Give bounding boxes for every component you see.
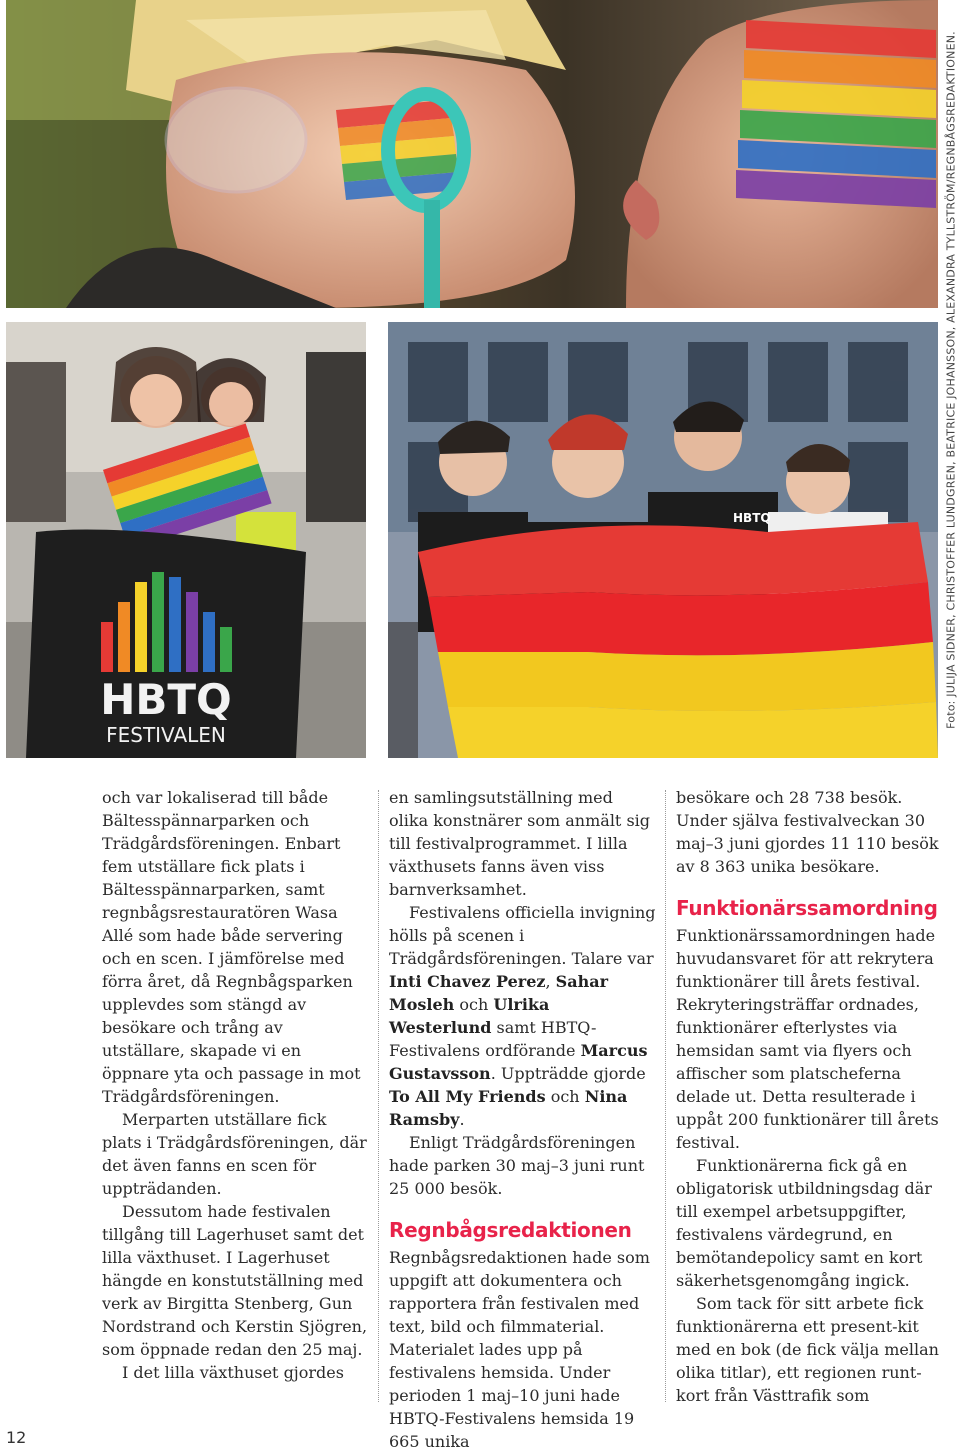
speaker-name: Sahar Mosleh (389, 972, 609, 1014)
page-number: 12 (6, 1428, 27, 1447)
paragraph: Dessutom hade festivalen tillgång till Lagerhuset samt det lilla växthuset. I Lagerhuset hängde en konstutställning med verk av Birgitta Stenberg, Gun Nordstrand och Kerstin Sjögren, som öppnade redan den 25 maj. (102, 1202, 368, 1359)
paragraph: Enligt Trädgårdsföreningen hade parken 30 maj–3 juni runt 25 000 besök. (389, 1133, 645, 1198)
paragraph: Regnbågsredaktionen hade som uppgift att dokumentera och rapportera från festivalen med text, bild och filmmaterial. Materialet lades upp på festivalens hemsida. Under perioden 1 maj–10 juni hade HBTQ-Festivalens hemsida 19 665 unika (389, 1248, 650, 1451)
paragraph: I det lilla växthuset gjordes (122, 1363, 344, 1382)
bag-logo-hbtq: HBTQ (100, 675, 232, 724)
paragraph: Som tack för sitt arbete fick funktionärerna ett present-kit med en bok (de fick välja mellan olika titlar), ett regionen runt-kort från Västtrafik som (676, 1294, 939, 1405)
column-divider (665, 790, 666, 1402)
speaker-name: Marcus Gustavsson (389, 1041, 648, 1083)
paragraph: Merparten utställare fick plats i Trädgårdsföreningen, där det även fanns en scen för uppträdanden. (102, 1110, 367, 1198)
text-column-3 (676, 786, 944, 1411)
text-column-2 (389, 786, 657, 1451)
paragraph: en samlingsutställning med olika konstnärer som anmält sig till festivalprogrammet. I lilla växthusets fanns även viss barnverksamhet. (389, 788, 651, 899)
performer-name: Nina Ramsby (389, 1087, 628, 1129)
shirt-logo-3: HBTQ (733, 511, 771, 525)
column-divider (378, 790, 379, 1402)
photo-credit (942, 0, 960, 760)
paragraph-opening: Festivalens officiella invigning hölls på scenen i Trädgårdsföreningen. Talare var Inti Chavez Perez, Sahar Mosleh och Ulrika Westerlund samt HBTQ-Festivalens ordförande Marcus Gustavsson. Uppträdde gjorde To All My Friends och Nina Ramsby. (389, 903, 656, 1129)
speaker-name: Inti Chavez Perez (389, 972, 546, 991)
section-heading-funktionarssamordning: Funktionärssamordning (676, 896, 938, 920)
photo-face-paint-bubble (6, 0, 938, 308)
speaker-name: Ulrika Westerlund (389, 995, 550, 1037)
paragraph: besökare och 28 738 besök. Under själva festivalveckan 30 maj–3 juni gjordes 11 110 besök av 8 363 unika besökare. (676, 788, 939, 876)
paragraph: Funktionärerna fick gå en obligatorisk utbildningsdag där till exempel arbetsuppgifter, festivalens värdegrund, en bemötandepolicy samt en kort säkerhetsgenomgång ingick. (676, 1156, 932, 1290)
photo-group-with-flag (388, 322, 938, 758)
paragraph: Funktionärssamordningen hade huvudansvaret för att rekrytera funktionärer till årets festival. Rekryteringsträffar ordnades, funktionärer efterlystes via hemsidan samt via flyers och affischer som platscheferna delade ut. Detta resulterade i uppåt 200 funktionärer till årets festival. (676, 926, 939, 1152)
paragraph: och var lokaliserad till både Bältesspännarparken och Trädgårdsföreningen. Enbart fem utställare fick plats i Bältesspännarparken, samt regnbågsrestauratören Wasa Allé som hade både servering och en scen. I jämförelse med förra året, då Regnbågsparken upplevdes som stängd av besökare och trång av utställare, skapade vi en öppnare yta och passage in mot Trädgårdsföreningen. (102, 788, 361, 1106)
photo-credit-text: Foto: JULIJA SIDNER, CHRISTOFFER LUNDGREN, BEATRICE JOHANSSON, ALEXANDRA TYLLSTRÖM/REGNBÅGSREDAKTIONEN. (944, 31, 958, 729)
photo-parade-bag (6, 322, 366, 758)
section-heading-regnbagsredaktionen: Regnbågsredaktionen (389, 1218, 632, 1242)
performer-name: To All My Friends (389, 1087, 546, 1106)
bag-logo-festivalen: FESTIVALEN (106, 723, 226, 747)
text-column-1 (102, 786, 368, 1411)
